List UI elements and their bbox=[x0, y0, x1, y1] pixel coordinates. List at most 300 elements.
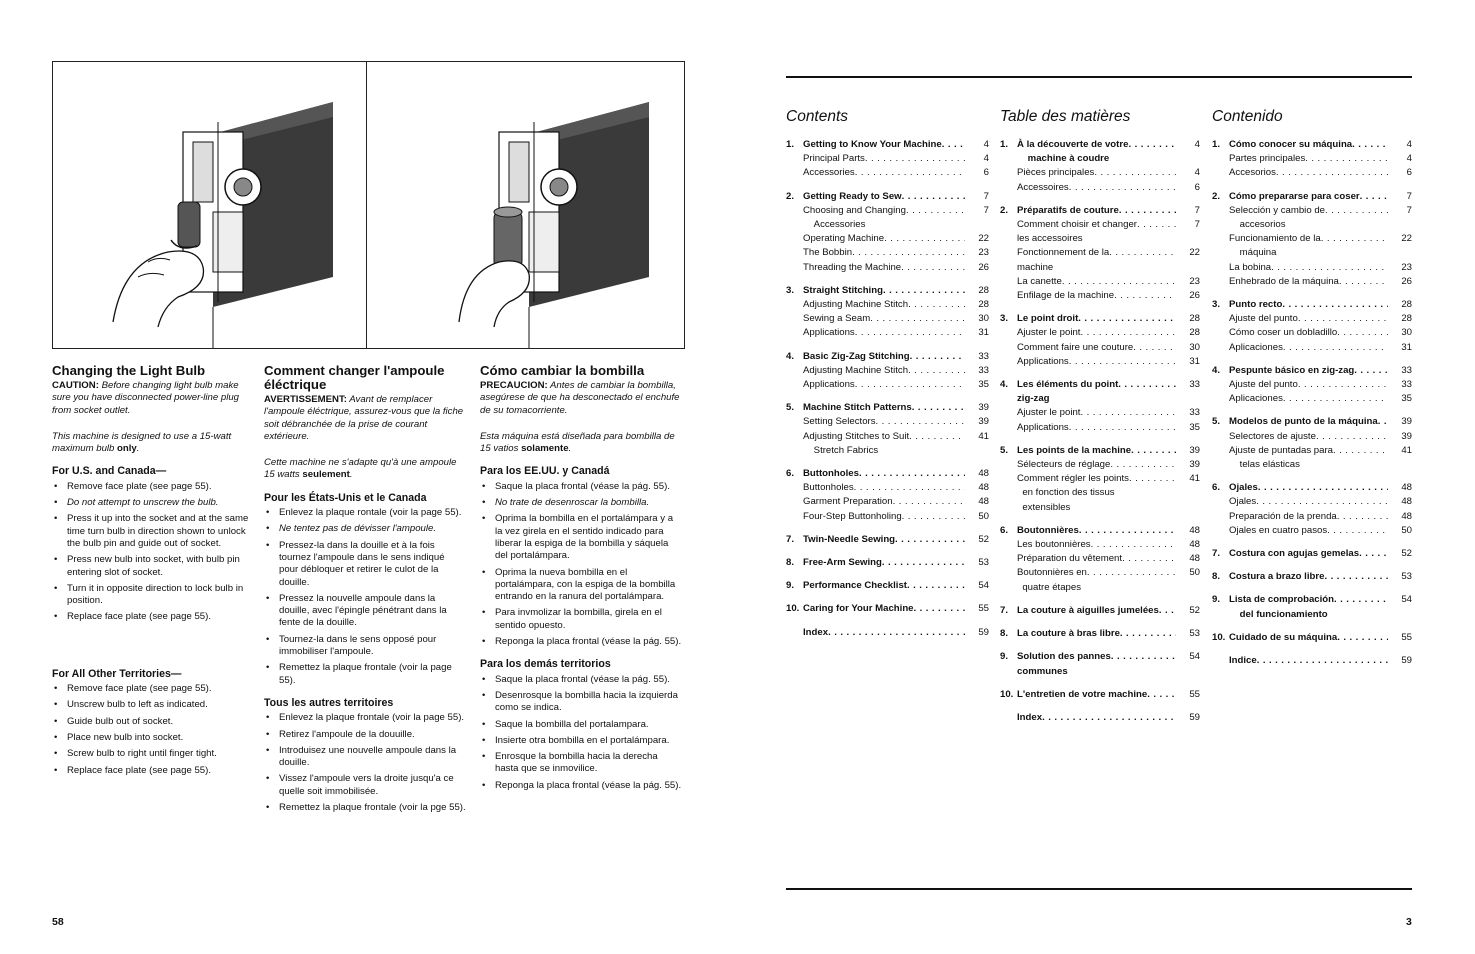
toc-chapter bbox=[1212, 138, 1412, 152]
toc-chapter bbox=[1000, 378, 1200, 406]
toc-leader-dots bbox=[1080, 326, 1176, 340]
spanish-caution: PRECAUCION: Antes de cambiar la bombilla, asegúrese de que ha desconectado el enchufe de su tomacorriente. bbox=[480, 380, 680, 416]
toc-page: 33 bbox=[1189, 407, 1200, 419]
toc-label: Adjusting Stitches to Suit Stretch Fabrics bbox=[803, 430, 910, 456]
toc-label: Sewing a Seam bbox=[803, 313, 871, 325]
toc-label: Principal Parts bbox=[803, 153, 865, 165]
toc-page: 48 bbox=[1189, 553, 1200, 565]
instruction-step: • Place new bulb into socket. bbox=[52, 732, 253, 744]
toc-label: Cómo prepararse para coser bbox=[1229, 190, 1360, 202]
toc-label: Aplicaciones bbox=[1229, 341, 1283, 353]
toc-label: Accesorios bbox=[1229, 167, 1276, 179]
toc-page: 55 bbox=[978, 603, 989, 615]
toc-chapter bbox=[1212, 364, 1412, 378]
toc-chapter bbox=[1212, 547, 1412, 561]
toc-page: 59 bbox=[978, 626, 989, 638]
toc-label: Costura a brazo libre bbox=[1229, 571, 1325, 583]
toc-item bbox=[1212, 430, 1412, 444]
french-title: Comment changer l'ampoule éléctrique bbox=[264, 363, 445, 392]
toc-page: 33 bbox=[1189, 379, 1200, 391]
toc-item bbox=[786, 246, 989, 260]
toc-chapter bbox=[786, 190, 989, 204]
toc-label: Threading the Machine bbox=[803, 261, 902, 273]
toc-leader-dots bbox=[1078, 312, 1176, 326]
toc-chapter bbox=[786, 467, 989, 481]
toc-leader-dots bbox=[854, 481, 965, 495]
toc-label: Applications bbox=[803, 327, 855, 339]
toc-item bbox=[1000, 246, 1200, 274]
toc-page: 28 bbox=[1401, 313, 1412, 325]
toc-leader-dots bbox=[1133, 341, 1176, 355]
toc-label: Applications bbox=[1017, 421, 1069, 433]
toc-chapter bbox=[786, 401, 989, 415]
toc-chapter bbox=[1212, 593, 1412, 621]
toc-label: Adjusting Machine Stitch bbox=[803, 364, 909, 376]
instruction-step: • Enlevez la plaque rontale (voir la page 55). bbox=[264, 507, 466, 519]
toc-page: 4 bbox=[1406, 153, 1412, 165]
toc-number bbox=[1000, 711, 1017, 725]
toc-number bbox=[786, 204, 803, 232]
toc-leader-dots bbox=[1118, 378, 1176, 406]
toc-item bbox=[1000, 421, 1200, 435]
bulb-removal-illustration bbox=[53, 62, 368, 348]
toc-number: 3. bbox=[1000, 313, 1009, 325]
toc-item bbox=[1212, 444, 1412, 472]
toc-page: 22 bbox=[978, 233, 989, 245]
toc-number bbox=[786, 326, 803, 340]
toc-page: 39 bbox=[1189, 444, 1200, 456]
toc-page: 53 bbox=[978, 557, 989, 569]
spanish-us-steps bbox=[480, 481, 682, 649]
toc-item bbox=[1000, 552, 1200, 566]
toc-number: 9. bbox=[1212, 594, 1221, 606]
toc-leader-dots bbox=[883, 284, 965, 298]
toc-item bbox=[786, 378, 989, 392]
toc-page: 48 bbox=[1401, 496, 1412, 508]
toc-chapter bbox=[1000, 650, 1200, 678]
toc-leader-dots bbox=[909, 430, 965, 458]
toc-number: 5. bbox=[786, 402, 795, 414]
toc-page: 52 bbox=[1401, 548, 1412, 560]
toc-label: Buttonholes bbox=[803, 482, 854, 494]
toc-item bbox=[786, 312, 989, 326]
toc-chapter bbox=[786, 602, 989, 616]
toc-leader-dots bbox=[1334, 593, 1388, 621]
toc-chapter bbox=[1212, 654, 1412, 668]
toc-leader-dots bbox=[1069, 355, 1176, 369]
toc-leader-dots bbox=[1321, 232, 1388, 260]
toc-leader-dots bbox=[865, 152, 965, 166]
toc-number bbox=[786, 261, 803, 275]
toc-number: 6. bbox=[786, 468, 795, 480]
instruction-step: • Tournez-la dans le sens opposé pour immobiliser l'ampoule. bbox=[264, 634, 466, 659]
toc-page: 48 bbox=[1189, 539, 1200, 551]
toc-leader-dots bbox=[1282, 298, 1388, 312]
toc-item bbox=[786, 415, 989, 429]
toc-number: 4. bbox=[1000, 379, 1009, 391]
toc-leader-dots bbox=[1094, 166, 1176, 180]
toc-number bbox=[1212, 444, 1229, 472]
toc-label: Machine Stitch Patterns bbox=[803, 402, 912, 414]
toc-page: 30 bbox=[1189, 341, 1200, 353]
toc-label: Préparatifs de couture bbox=[1017, 204, 1119, 216]
instruction-step: • Oprima la bombilla en el portalámpara y a la vez girela en el sentido indicado para liberar la espiga de la bombilla y sáquela del portalámpara. bbox=[480, 513, 682, 562]
instruction-step: • Reponga la placa frontal (véase la pág. 55). bbox=[480, 780, 682, 792]
toc-number: 2. bbox=[786, 190, 795, 202]
toc-number bbox=[786, 246, 803, 260]
toc-leader-dots bbox=[1122, 552, 1176, 566]
toc-number bbox=[1000, 246, 1017, 274]
toc-item bbox=[1212, 510, 1412, 524]
toc-label: Caring for Your Machine bbox=[803, 603, 914, 615]
toc-leader-dots bbox=[902, 510, 965, 524]
instruction-step: • Remove face plate (see page 55). bbox=[52, 683, 253, 695]
toc-label: Ojales bbox=[1229, 496, 1257, 508]
toc-leader-dots bbox=[1333, 444, 1388, 472]
toc-leader-dots bbox=[1298, 312, 1388, 326]
toc-chapter bbox=[786, 138, 989, 152]
toc-chapter bbox=[1000, 688, 1200, 702]
toc-label: La couture à bras libre bbox=[1017, 628, 1120, 640]
toc-label: Selectores de ajuste bbox=[1229, 430, 1316, 442]
toc-item bbox=[1212, 275, 1412, 289]
spanish-instructions bbox=[480, 364, 682, 796]
toc-number bbox=[1212, 261, 1229, 275]
toc-label: Modelos de punto de la máquina bbox=[1229, 416, 1378, 428]
english-other-steps bbox=[52, 683, 253, 777]
toc-item bbox=[1000, 341, 1200, 355]
toc-page: 28 bbox=[1401, 299, 1412, 311]
toc-page: 4 bbox=[983, 153, 989, 165]
toc-leader-dots bbox=[1159, 604, 1176, 618]
toc-leader-dots bbox=[1087, 566, 1176, 594]
toc-page: 7 bbox=[1406, 204, 1412, 216]
toc-page: 59 bbox=[1189, 711, 1200, 723]
instruction-step: • Saque la placa frontal (véase la pág. 55). bbox=[480, 674, 682, 686]
toc-leader-dots bbox=[1360, 190, 1388, 204]
spanish-us-heading: Para los EE.UU. y Canadá bbox=[480, 465, 610, 478]
toc-leader-dots bbox=[1283, 341, 1388, 355]
toc-page: 59 bbox=[1401, 655, 1412, 667]
toc-label: Ajuste de puntadas para telas elásticas bbox=[1229, 444, 1334, 471]
toc-label: Comment faire une couture bbox=[1017, 341, 1134, 353]
toc-page: 52 bbox=[978, 533, 989, 545]
toc-label: Cuidado de su máquina bbox=[1229, 631, 1338, 643]
toc-number: 6. bbox=[1212, 482, 1221, 494]
instruction-step: • Oprima la nueva bombilla en el portalámpara, con la espiga de la bombilla entrando en la ranura del portalámpara. bbox=[480, 567, 682, 604]
toc-number bbox=[1000, 166, 1017, 180]
toc-number: 10. bbox=[1212, 631, 1226, 643]
toc-number bbox=[1212, 326, 1229, 340]
toc-leader-dots bbox=[1042, 711, 1176, 725]
toc-leader-dots bbox=[1256, 495, 1388, 509]
instruction-step: • Unscrew bulb to left as indicated. bbox=[52, 699, 253, 711]
instruction-step: • Enrosque la bombilla hacia la derecha hasta que se inmovilice. bbox=[480, 751, 682, 776]
toc-number: 10. bbox=[786, 603, 800, 615]
toc-page: 48 bbox=[978, 482, 989, 494]
toc-number: 8. bbox=[1212, 571, 1221, 583]
toc-number bbox=[786, 378, 803, 392]
toc-label: Operating Machine bbox=[803, 233, 885, 245]
toc-label: La canette bbox=[1017, 275, 1062, 287]
toc-page: 50 bbox=[1401, 524, 1412, 536]
instruction-step: • Remettez la plaque frontale (voir la page 55). bbox=[264, 662, 466, 687]
toc-number bbox=[1212, 166, 1229, 180]
toc-item bbox=[1000, 326, 1200, 340]
toc-label: Cómo coser un dobladillo bbox=[1229, 327, 1338, 339]
toc-number bbox=[786, 232, 803, 246]
toc-label: Preparación de la prenda bbox=[1229, 510, 1337, 522]
toc-label: Pespunte básico en zig-zag bbox=[1229, 364, 1355, 376]
instruction-step: • Insierte otra bombilla en el portalámpara. bbox=[480, 735, 682, 747]
instruction-step: • Press new bulb into socket, with bulb pin entering slot of socket. bbox=[52, 554, 253, 579]
toc-label: Lista de comprobación del funcionamiento bbox=[1229, 594, 1335, 620]
toc-number bbox=[1212, 378, 1229, 392]
instruction-step: • Pressez la nouvelle ampoule dans la douille, avec l'épingle pénétrant dans la fente de la douille. bbox=[264, 593, 466, 630]
toc-item bbox=[786, 152, 989, 166]
right-page-number: 3 bbox=[1406, 916, 1412, 928]
toc-leader-dots bbox=[907, 579, 965, 593]
toc-page: 28 bbox=[1189, 313, 1200, 325]
toc-number bbox=[1212, 510, 1229, 524]
toc-leader-dots bbox=[1069, 181, 1176, 195]
toc-chapter bbox=[1000, 204, 1200, 218]
toc-leader-dots bbox=[1110, 458, 1176, 472]
toc-page: 4 bbox=[1194, 139, 1200, 150]
toc-number: 1. bbox=[786, 139, 795, 150]
contents-title: Contents bbox=[786, 108, 849, 125]
toc-page: 33 bbox=[1401, 379, 1412, 391]
toc-item bbox=[1000, 355, 1200, 369]
toc-label: Accessories bbox=[803, 167, 855, 179]
toc-number: 9. bbox=[786, 580, 795, 592]
toc-leader-dots bbox=[855, 326, 965, 340]
toc-leader-dots bbox=[1111, 650, 1176, 678]
toc-label: Getting to Know Your Machine bbox=[803, 139, 942, 150]
toc-number: 10. bbox=[1000, 688, 1014, 700]
instruction-step: • Press it up into the socket and at the same time turn bulb in direction shown to unlock the bulb pin and guide out of socket. bbox=[52, 513, 253, 550]
toc-number bbox=[1212, 341, 1229, 355]
toc-chapter bbox=[1000, 711, 1200, 725]
toc-leader-dots bbox=[1337, 631, 1388, 645]
toc-number bbox=[786, 481, 803, 495]
toc-leader-dots bbox=[882, 556, 965, 570]
toc-page: 33 bbox=[1401, 364, 1412, 376]
toc-number bbox=[1212, 392, 1229, 406]
english-us-heading: For U.S. and Canada— bbox=[52, 465, 167, 478]
toc-label: Solution des pannes communes bbox=[1017, 651, 1111, 677]
toc-page: 53 bbox=[1401, 571, 1412, 583]
instruction-step: • Guide bulb out of socket. bbox=[52, 716, 253, 728]
toc-label: Getting Ready to Sew bbox=[803, 190, 902, 202]
toc-label: Basic Zig-Zag Stitching bbox=[803, 350, 910, 362]
toc-number bbox=[786, 312, 803, 326]
toc-leader-dots bbox=[870, 312, 965, 326]
toc-page: 22 bbox=[1189, 247, 1200, 259]
toc-page: 39 bbox=[1189, 459, 1200, 471]
toc-item bbox=[1212, 166, 1412, 180]
top-rule bbox=[786, 76, 1412, 78]
toc-label: Applications bbox=[1017, 355, 1069, 367]
toc-item bbox=[1000, 458, 1200, 472]
toc-label: Les éléments du point zig-zag bbox=[1017, 379, 1119, 405]
toc-page: 48 bbox=[1401, 510, 1412, 522]
toc-item bbox=[1212, 524, 1412, 538]
toc-page: 7 bbox=[1406, 190, 1412, 202]
toc-page: 33 bbox=[978, 350, 989, 362]
toc-label: Punto recto bbox=[1229, 299, 1283, 311]
toc-label: Aplicaciones bbox=[1229, 393, 1283, 405]
toc-page: 35 bbox=[1189, 421, 1200, 433]
toc-number bbox=[786, 510, 803, 524]
french-other-steps bbox=[264, 712, 466, 814]
toc-label: Comment régler les points en fonction des tissus extensibles bbox=[1017, 473, 1129, 513]
toc-number bbox=[1212, 152, 1229, 166]
toc-page: 6 bbox=[1194, 181, 1200, 193]
instruction-step: • Para invmolizar la bombilla, girela en el sentido opuesto. bbox=[480, 607, 682, 632]
toc-item bbox=[1000, 566, 1200, 594]
toc-label: La couture à aiguilles jumelées bbox=[1017, 604, 1159, 616]
toc-number: 6. bbox=[1000, 524, 1009, 536]
toc-page: 26 bbox=[978, 261, 989, 273]
toc-item bbox=[1000, 181, 1200, 195]
english-other-heading: For All Other Territories— bbox=[52, 667, 182, 680]
toc-leader-dots bbox=[1080, 406, 1176, 420]
toc-item bbox=[786, 261, 989, 275]
toc-label: Setting Selectors bbox=[803, 416, 876, 428]
toc-item bbox=[1212, 378, 1412, 392]
toc-chapter bbox=[1000, 627, 1200, 641]
toc-label: Boutonnières bbox=[1017, 524, 1079, 536]
instruction-step: • Saque la placa frontal (véase la pág. 55). bbox=[480, 481, 682, 493]
instruction-step: • Desenrosque la bombilla hacia la izquierda como se indica. bbox=[480, 690, 682, 715]
toc-page: 23 bbox=[1189, 275, 1200, 287]
spanish-other-heading: Para los demás territorios bbox=[480, 658, 611, 671]
toc-page: 54 bbox=[1401, 594, 1412, 606]
toc-label: Ojales en cuatro pasos bbox=[1229, 524, 1328, 536]
toc-number: 9. bbox=[1000, 651, 1009, 663]
toc-label: Boutonnières en quatre étapes bbox=[1017, 567, 1087, 593]
toc-page: 7 bbox=[1194, 204, 1200, 216]
instruction-step: • Replace face plate (see page 55). bbox=[52, 611, 253, 623]
toc-label: Garment Preparation bbox=[803, 496, 893, 508]
toc-number bbox=[786, 430, 803, 458]
instruction-step: • Pressez-la dans la douille et à la fois tournez l'ampoule dans le sens indiqué pour débloquer et retirer le culot de la douille. bbox=[264, 540, 466, 589]
toc-leader-dots bbox=[942, 138, 965, 152]
instruction-step: • Reponga la placa frontal (véase la pág. 55). bbox=[480, 636, 682, 648]
toc-page: 55 bbox=[1401, 631, 1412, 643]
toc-item bbox=[786, 204, 989, 232]
toc-label: Accessoires bbox=[1017, 181, 1069, 193]
toc-chapter bbox=[1212, 481, 1412, 495]
toc-number bbox=[1212, 312, 1229, 326]
toc-number bbox=[1000, 538, 1017, 552]
toc-page: 28 bbox=[978, 284, 989, 296]
toc-leader-dots bbox=[1352, 138, 1388, 152]
french-us-heading: Pour les États-Unis et le Canada bbox=[264, 491, 427, 504]
toc-leader-dots bbox=[884, 232, 965, 246]
toc-item bbox=[1212, 261, 1412, 275]
toc-number bbox=[1000, 289, 1017, 303]
toc-page: 52 bbox=[1189, 604, 1200, 616]
toc-page: 4 bbox=[983, 139, 989, 150]
english-title: Changing the Light Bulb bbox=[52, 363, 206, 378]
toc-chapter bbox=[1000, 524, 1200, 538]
toc-item bbox=[786, 510, 989, 524]
bottom-rule bbox=[786, 888, 1412, 890]
toc-item bbox=[1212, 326, 1412, 340]
toc-chapter bbox=[1000, 312, 1200, 326]
toc-page: 23 bbox=[1401, 261, 1412, 273]
toc-page: 35 bbox=[1401, 393, 1412, 405]
toc-label: Performance Checklist bbox=[803, 580, 907, 592]
toc-leader-dots bbox=[1276, 166, 1388, 180]
toc-label: Selección y cambio de accesorios bbox=[1229, 204, 1325, 231]
toc-page: 41 bbox=[978, 430, 989, 442]
toc-item bbox=[1000, 166, 1200, 180]
toc-label: Free-Arm Sewing bbox=[803, 557, 882, 569]
toc-number bbox=[786, 495, 803, 509]
toc-page: 30 bbox=[1401, 327, 1412, 339]
toc-number bbox=[1000, 181, 1017, 195]
toc-item bbox=[1000, 472, 1200, 515]
toc-item bbox=[786, 326, 989, 340]
toc-item bbox=[1212, 312, 1412, 326]
toc-label: Pièces principales bbox=[1017, 167, 1095, 179]
toc-leader-dots bbox=[855, 378, 965, 392]
toc-page: 26 bbox=[1189, 290, 1200, 302]
toc-page: 31 bbox=[978, 327, 989, 339]
spanish-other-steps bbox=[480, 674, 682, 792]
spanish-title: Cómo cambiar la bombilla bbox=[480, 363, 645, 378]
toc-page: 50 bbox=[1189, 567, 1200, 579]
toc-page: 7 bbox=[983, 204, 989, 216]
toc-number: 7. bbox=[786, 533, 795, 545]
toc-leader-dots bbox=[1120, 627, 1176, 641]
toc-chapter bbox=[1212, 631, 1412, 645]
toc-page: 28 bbox=[1189, 327, 1200, 339]
toc-page: 39 bbox=[978, 402, 989, 414]
toc-chapter bbox=[786, 556, 989, 570]
toc-leader-dots bbox=[855, 166, 965, 180]
toc-page: 39 bbox=[978, 416, 989, 428]
illustration-divider bbox=[366, 61, 367, 349]
toc-number bbox=[786, 415, 803, 429]
toc-page: 39 bbox=[1401, 416, 1412, 428]
toc-number bbox=[1212, 204, 1229, 232]
toc-leader-dots bbox=[908, 298, 965, 312]
toc-leader-dots bbox=[1325, 204, 1388, 232]
toc-page: 35 bbox=[978, 379, 989, 391]
toc-label: Buttonholes bbox=[803, 468, 859, 480]
toc-item bbox=[1212, 232, 1412, 260]
toc-leader-dots bbox=[1339, 275, 1388, 289]
toc-page: 6 bbox=[1406, 167, 1412, 179]
toc-leader-dots bbox=[828, 626, 965, 640]
toc-item bbox=[786, 166, 989, 180]
toc-number bbox=[786, 152, 803, 166]
toc-item bbox=[786, 495, 989, 509]
toc-leader-dots bbox=[1257, 654, 1388, 668]
toc-leader-dots bbox=[906, 204, 965, 232]
contents-english bbox=[786, 108, 989, 640]
toc-leader-dots bbox=[914, 602, 965, 616]
left-page-number: 58 bbox=[52, 916, 64, 928]
toc-item bbox=[1212, 495, 1412, 509]
toc-number bbox=[1000, 406, 1017, 420]
toc-page: 55 bbox=[1189, 688, 1200, 700]
toc-number: 1. bbox=[1212, 139, 1221, 150]
